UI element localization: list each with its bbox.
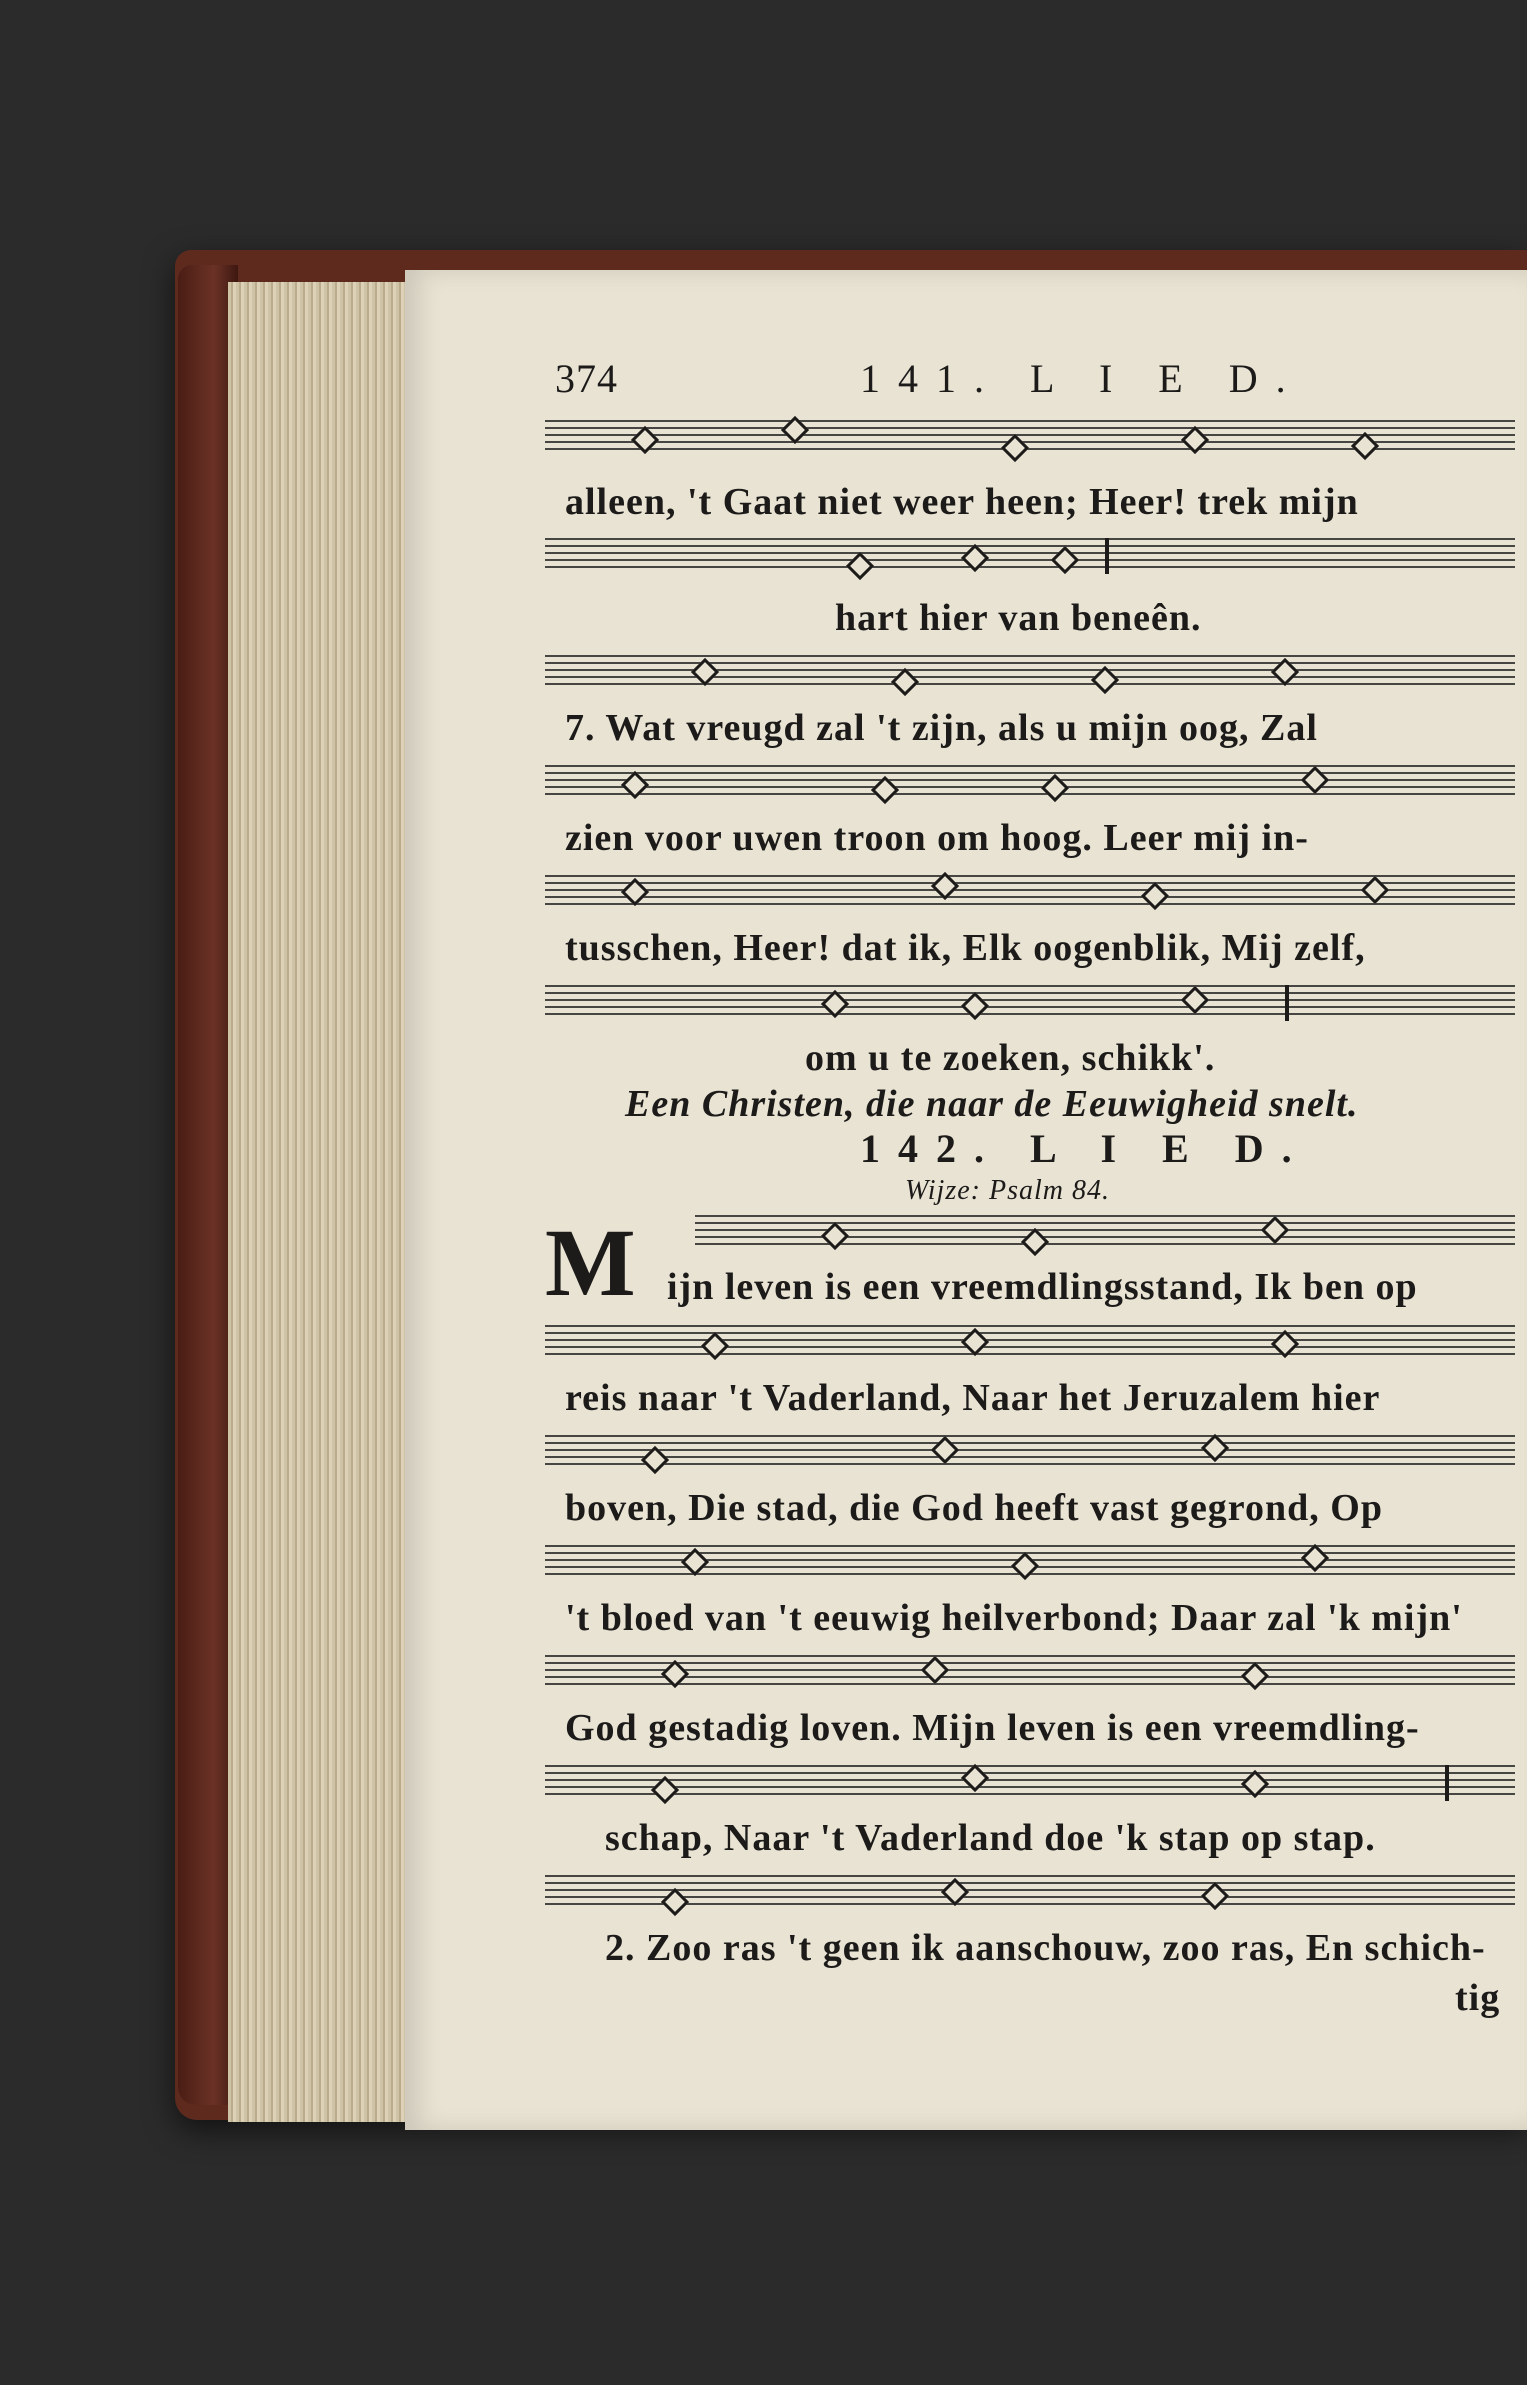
lyric-line: tusschen, Heer! dat ik, Elk oogenblik, Mij zelf, xyxy=(565,927,1366,969)
music-staff xyxy=(545,1765,1515,1799)
lyric-line: 't bloed van 't eeuwig heilverbond; Daar zal 'k mijn' xyxy=(565,1597,1463,1639)
lyric-line: 2. Zoo ras 't geen ik aanschouw, zoo ras, En schich- xyxy=(605,1927,1486,1969)
motto: Een Christen, die naar de Eeuwigheid snelt. xyxy=(625,1083,1359,1125)
music-staff xyxy=(545,765,1515,799)
running-header: 141. L I E D. xyxy=(860,356,1304,401)
song-title: 142. L I E D. xyxy=(860,1126,1310,1171)
lyric-line: reis naar 't Vaderland, Naar het Jeruzalem hier xyxy=(565,1377,1381,1419)
music-staff xyxy=(545,1325,1515,1359)
page-number: 374 xyxy=(555,356,618,401)
lyric-line: om u te zoeken, schikk'. xyxy=(805,1037,1216,1079)
music-staff xyxy=(545,538,1515,572)
music-staff xyxy=(545,1655,1515,1689)
lyric-line: boven, Die stad, die God heeft vast gegrond, Op xyxy=(565,1487,1383,1529)
lyric-line: schap, Naar 't Vaderland doe 'k stap op stap. xyxy=(605,1817,1376,1859)
lyric-line: hart hier van beneên. xyxy=(835,597,1202,639)
book-page xyxy=(405,270,1527,2130)
lyric-line: zien voor uwen troon om hoog. Leer mij in- xyxy=(565,817,1309,859)
song-tune: Wijze: Psalm 84. xyxy=(905,1175,1110,1206)
lyric-line: alleen, 't Gaat niet weer heen; Heer! trek mijn xyxy=(565,481,1359,523)
page-edges xyxy=(228,282,410,2122)
music-barline xyxy=(1285,985,1289,1021)
music-staff xyxy=(545,985,1515,1019)
music-staff xyxy=(695,1215,1515,1249)
music-staff xyxy=(545,1875,1515,1909)
lyric-line: God gestadig loven. Mijn leven is een vreemdling- xyxy=(565,1707,1420,1749)
music-barline xyxy=(1445,1765,1449,1801)
music-barline xyxy=(1105,538,1109,574)
lyric-fragment: tig xyxy=(1455,1977,1501,2019)
lyric-line: ijn leven is een vreemdlingsstand, Ik ben op xyxy=(667,1266,1418,1308)
drop-cap: M xyxy=(545,1209,636,1316)
lyric-line: 7. Wat vreugd zal 't zijn, als u mijn oog, Zal xyxy=(565,707,1318,749)
music-staff xyxy=(545,1435,1515,1469)
